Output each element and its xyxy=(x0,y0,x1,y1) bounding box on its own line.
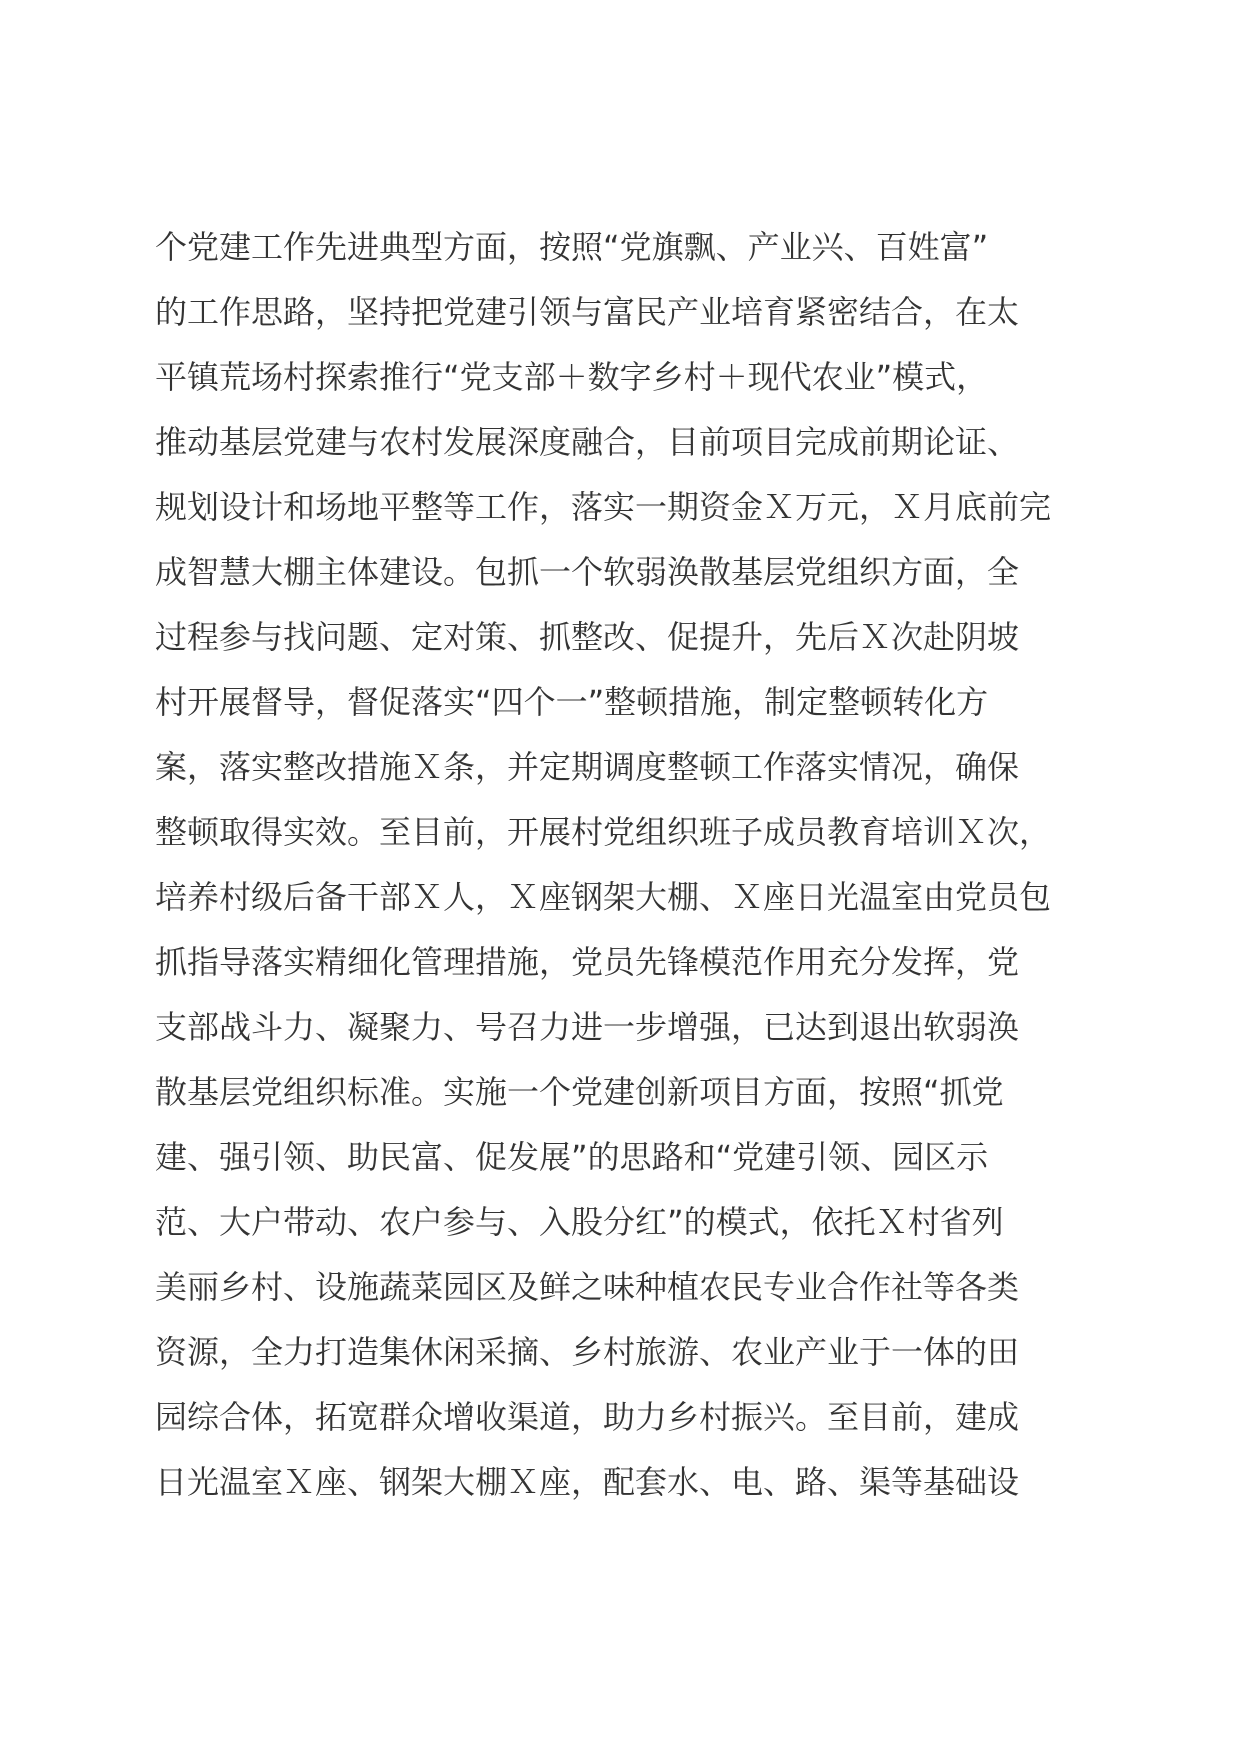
text-line: 村开展督导，督促落实“四个一”整顿措施，制定整顿转化方 xyxy=(155,683,989,721)
text-line: 规划设计和场地平整等工作，落实一期资金Ｘ万元，Ｘ月底前完 xyxy=(155,488,1052,526)
text-line: 支部战斗力、凝聚力、号召力进一步增强，已达到退出软弱涣 xyxy=(155,1008,1020,1046)
text-line: 平镇荒场村探索推行“党支部＋数字乡村＋现代农业”模式， xyxy=(155,358,989,396)
text-line: 散基层党组织标准。实施一个党建创新项目方面，按照“抓党 xyxy=(155,1073,1004,1111)
text-line: 整顿取得实效。至目前，开展村党组织班子成员教育培训Ｘ次， xyxy=(155,813,1052,851)
text-line: 个党建工作先进典型方面，按照“党旗飘、产业兴、百姓富” xyxy=(155,228,989,266)
text-line: 范、大户带动、农户参与、入股分红”的模式，依托Ｘ村省列 xyxy=(155,1203,1004,1241)
text-line: 过程参与找问题、定对策、抓整改、促提升，先后Ｘ次赴阴坡 xyxy=(155,618,1020,656)
text-line: 推动基层党建与农村发展深度融合，目前项目完成前期论证、 xyxy=(155,423,1020,461)
text-line: 建、强引领、助民富、促发展”的思路和“党建引领、园区示 xyxy=(155,1138,989,1176)
text-line: 案，落实整改措施Ｘ条，并定期调度整顿工作落实情况，确保 xyxy=(155,748,1020,786)
text-line: 美丽乡村、设施蔬菜园区及鲜之味种植农民专业合作社等各类 xyxy=(155,1268,1020,1306)
text-line: 抓指导落实精细化管理措施，党员先锋模范作用充分发挥，党 xyxy=(155,943,1020,981)
text-line: 培养村级后备干部Ｘ人，Ｘ座钢架大棚、Ｘ座日光温室由党员包 xyxy=(155,878,1052,916)
text-line: 日光温室Ｘ座、钢架大棚Ｘ座，配套水、电、路、渠等基础设 xyxy=(155,1463,1020,1501)
text-line: 成智慧大棚主体建设。包抓一个软弱涣散基层党组织方面，全 xyxy=(155,553,1020,591)
body-text xyxy=(155,215,1105,1515)
text-line: 资源，全力打造集休闲采摘、乡村旅游、农业产业于一体的田 xyxy=(155,1333,1020,1371)
text-line: 的工作思路，坚持把党建引领与富民产业培育紧密结合，在太 xyxy=(155,293,1020,331)
text-line: 园综合体，拓宽群众增收渠道，助力乡村振兴。至目前，建成 xyxy=(155,1398,1020,1436)
